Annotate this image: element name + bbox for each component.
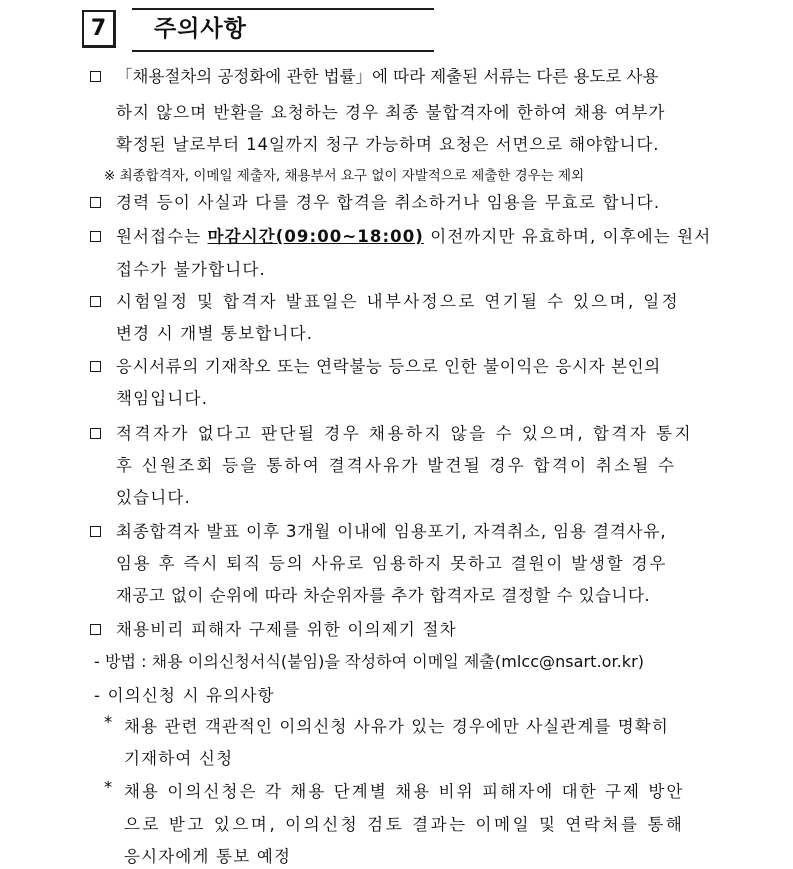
checkbox-bullet-icon — [90, 231, 101, 242]
asterisk-bullet-icon: * — [104, 713, 113, 732]
text-line: 「채용절차의 공정화에 관한 법률」에 따라 제출된 서류는 다른 용도로 사용 — [116, 67, 659, 86]
deadline-highlight: 마감시간(09:00~18:00) — [207, 227, 424, 246]
text-line: 채용 관련 객관적인 이의신청 사유가 있는 경우에만 사실관계를 명확히 — [124, 717, 669, 736]
text-line: 채용비리 피해자 구제를 위한 이의제기 절차 — [116, 620, 457, 639]
text-line — [116, 223, 711, 247]
text-line: 변경 시 개별 통보합니다. — [116, 324, 314, 343]
checkbox-bullet-icon — [90, 361, 101, 372]
text-line: 재공고 없이 순위에 따라 차순위자를 추가 합격자로 결정할 수 있습니다. — [116, 586, 651, 605]
text-segment: 원서접수는 — [116, 227, 208, 246]
text-line: 있습니다. — [116, 488, 192, 507]
section-heading — [82, 8, 434, 52]
exception-note: ※ 최종합격자, 이메일 제출자, 채용부서 요구 없이 자발적으로 제출한 경우는 제외 — [104, 168, 585, 184]
text-line: 기재하여 신청 — [124, 749, 234, 768]
checkbox-bullet-icon — [90, 624, 101, 635]
text-line: 으로 받고 있으며, 이의신청 검토 결과는 이메일 및 연락처를 통해 — [124, 815, 685, 834]
text-line: 책임입니다. — [116, 389, 209, 408]
text-line: 확정된 날로부터 14일까지 청구 가능하며 요청은 서면으로 해야합니다. — [116, 135, 660, 154]
checkbox-bullet-icon — [90, 428, 101, 439]
text-line: 접수가 불가합니다. — [116, 260, 267, 279]
asterisk-bullet-icon: * — [104, 778, 113, 797]
text-line: 하지 않으며 반환을 요청하는 경우 최종 불합격자에 한하여 채용 여부가 — [116, 103, 666, 122]
section-title: 주의사항 — [132, 8, 434, 52]
checkbox-bullet-icon — [90, 71, 101, 82]
text-line: 후 신원조회 등을 통하여 결격사유가 발견될 경우 합격이 취소될 수 — [116, 456, 677, 475]
text-line: 채용 이의신청은 각 채용 단계별 채용 비위 피해자에 대한 구제 방안 — [124, 782, 685, 801]
text-line: 응시서류의 기재착오 또는 연락불능 등으로 인한 불이익은 응시자 본인의 — [116, 357, 661, 376]
text-line: 최종합격자 발표 이후 3개월 이내에 임용포기, 자격취소, 임용 결격사유, — [116, 522, 667, 541]
list-item-text — [116, 60, 726, 93]
text-line: 임용 후 즉시 퇴직 등의 사유로 임용하지 못하고 결원이 발생할 경우 — [116, 554, 668, 573]
text-line: 응시자에게 통보 예정 — [124, 847, 292, 866]
appeal-method: - 방법 : 채용 이의신청서식(붙임)을 작성하여 이메일 제출(mlcc@nsart.or.kr) — [94, 652, 644, 671]
text-line: 적격자가 없다고 판단될 경우 채용하지 않을 수 있으며, 합격자 통지 — [116, 424, 694, 443]
checkbox-bullet-icon — [90, 526, 101, 537]
text-line: 경력 등이 사실과 다를 경우 합격을 취소하거나 임용을 무효로 합니다. — [116, 193, 661, 212]
appeal-notice-title: - 이의신청 시 유의사항 — [94, 686, 275, 705]
text-line: 시험일정 및 합격자 발표일은 내부사정으로 연기될 수 있으며, 일정 — [116, 292, 680, 311]
checkbox-bullet-icon — [90, 197, 101, 208]
text-segment: 이전까지만 유효하며, 이후에는 원서 — [423, 227, 712, 246]
section-number: 7 — [82, 10, 116, 48]
checkbox-bullet-icon — [90, 296, 101, 307]
